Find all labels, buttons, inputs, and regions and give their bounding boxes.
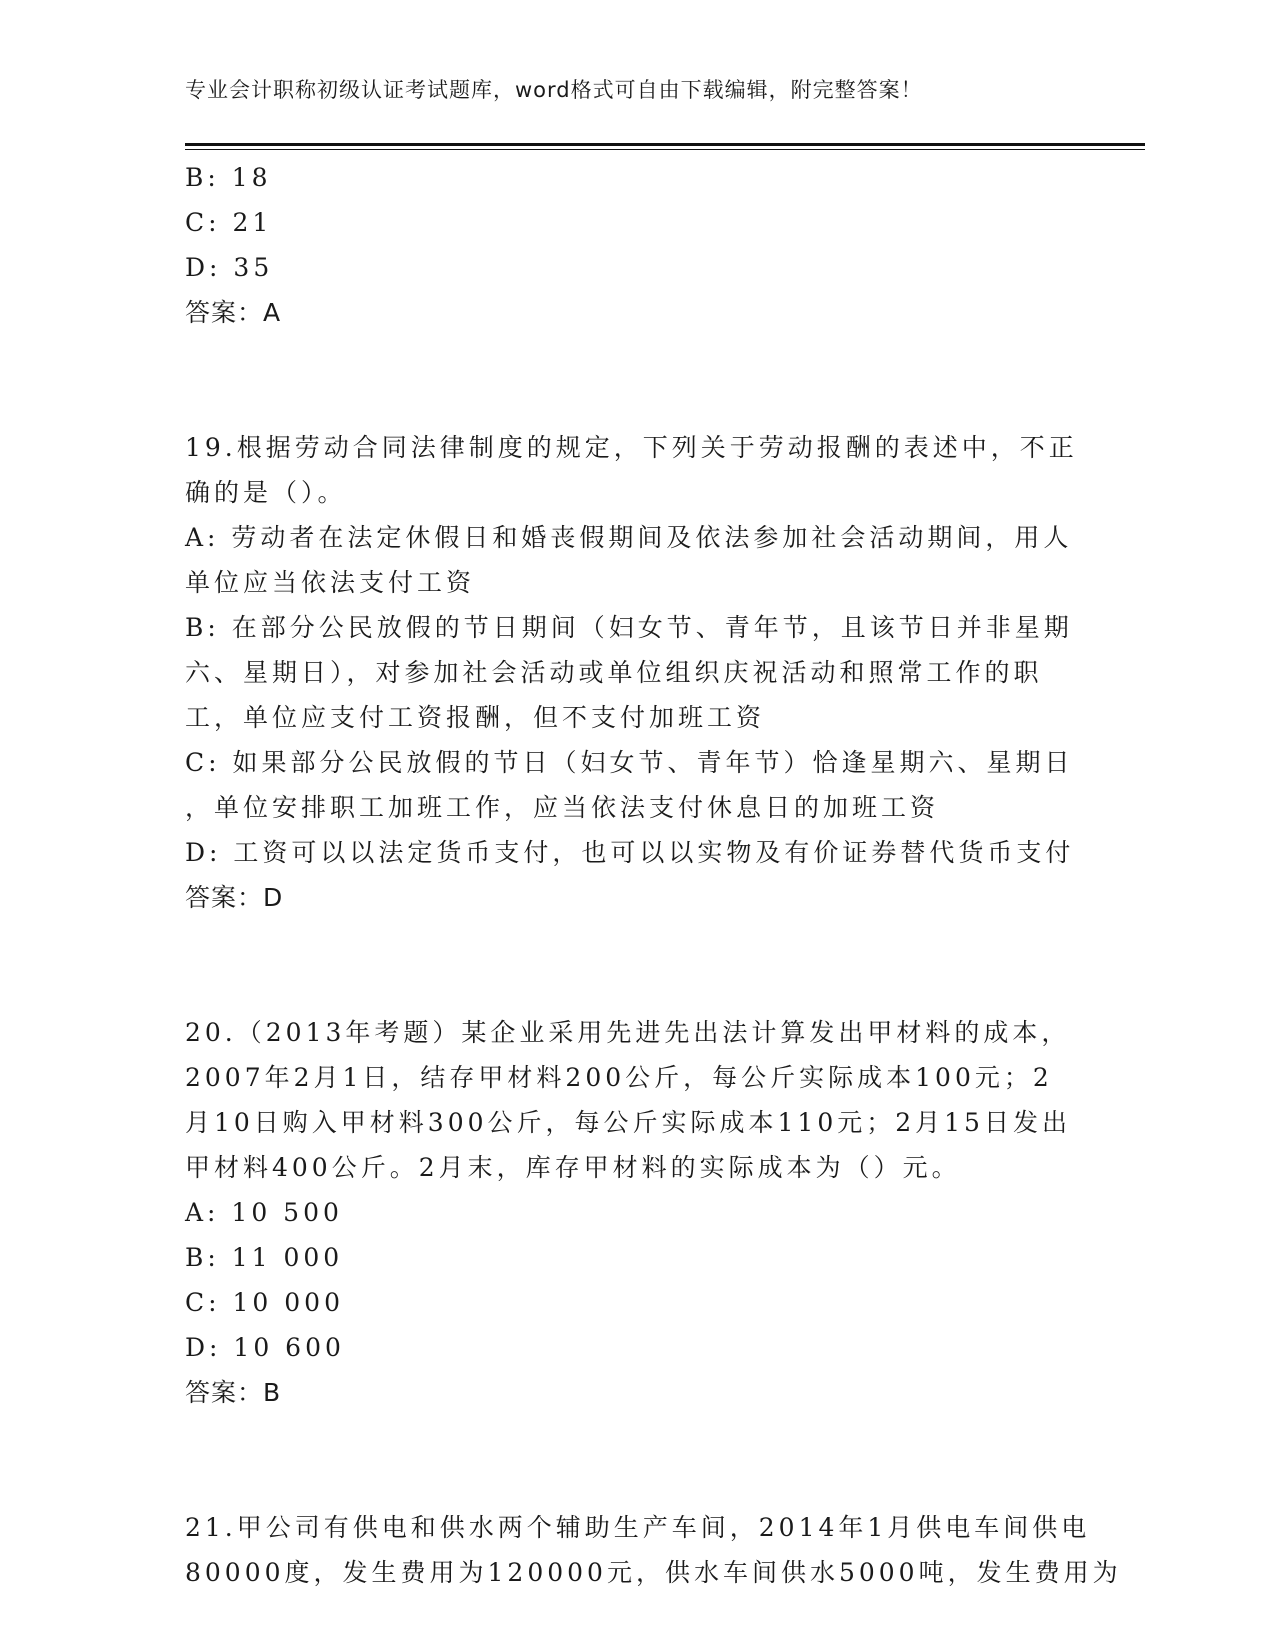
question-20 — [185, 1010, 1085, 1415]
option-c: C: 如果部分公民放假的节日（妇女节、青年节）恰逢星期六、星期日 — [185, 748, 1074, 777]
document-content — [185, 155, 1122, 1595]
question-stem-line: 20.（2013年考题）某企业采用先进先出法计算发出甲材料的成本， — [185, 1018, 1071, 1047]
option-a: A: 10 500 — [185, 1198, 343, 1227]
option-b: B: 在部分公民放假的节日期间（妇女节、青年节，且该节日并非星期 — [185, 613, 1073, 642]
option-c: C: 21 — [185, 208, 273, 237]
question-stem-line: 21.甲公司有供电和供水两个辅助生产车间，2014年1月供电车间供电 — [185, 1513, 1091, 1542]
option-c-continued: ，单位安排职工加班工作，应当依法支付休息日的加班工资 — [185, 793, 940, 822]
option-a: A: 劳动者在法定休假日和婚丧假期间及依法参加社会活动期间，用人 — [185, 523, 1073, 552]
option-d: D: 35 — [185, 253, 274, 282]
block-gap — [185, 920, 1085, 1010]
question-stem-line: 确的是（）。 — [185, 478, 347, 507]
question-18-tail — [185, 155, 1085, 335]
question-stem-line: 甲材料400公斤。2月末，库存甲材料的实际成本为（）元。 — [185, 1153, 961, 1182]
page-header: 专业会计职称初级认证考试题库，word格式可自由下载编辑，附完整答案！ — [185, 78, 923, 102]
answer-line: 答案：B — [185, 1378, 282, 1407]
question-stem-line: 80000度，发生费用为120000元，供水车间供水5000吨，发生费用为 — [185, 1558, 1122, 1587]
header-rule — [185, 143, 1145, 150]
option-a-continued: 单位应当依法支付工资 — [185, 568, 476, 597]
option-c: C: 10 000 — [185, 1288, 344, 1317]
question-21 — [185, 1505, 1122, 1595]
option-b: B: 18 — [185, 163, 272, 192]
block-gap — [185, 1415, 1085, 1505]
question-19 — [185, 425, 1085, 920]
question-stem-line: 2007年2月1日，结存甲材料200公斤，每公斤实际成本100元；2 — [185, 1063, 1053, 1092]
option-d: D: 工资可以以法定货币支付，也可以以实物及有价证券替代货币支付 — [185, 838, 1075, 867]
block-gap — [185, 335, 1085, 425]
option-b: B: 11 000 — [185, 1243, 344, 1272]
option-b-continued: 六、星期日），对参加社会活动或单位组织庆祝活动和照常工作的职 — [185, 658, 1043, 687]
question-stem-line: 19.根据劳动合同法律制度的规定，下列关于劳动报酬的表述中，不正 — [185, 433, 1078, 462]
answer-line: 答案：D — [185, 883, 284, 912]
question-stem-line: 月10日购入甲材料300公斤，每公斤实际成本110元；2月15日发出 — [185, 1108, 1071, 1137]
answer-line: 答案：A — [185, 298, 282, 327]
option-b-continued: 工，单位应支付工资报酬，但不支付加班工资 — [185, 703, 766, 732]
option-d: D: 10 600 — [185, 1333, 345, 1362]
